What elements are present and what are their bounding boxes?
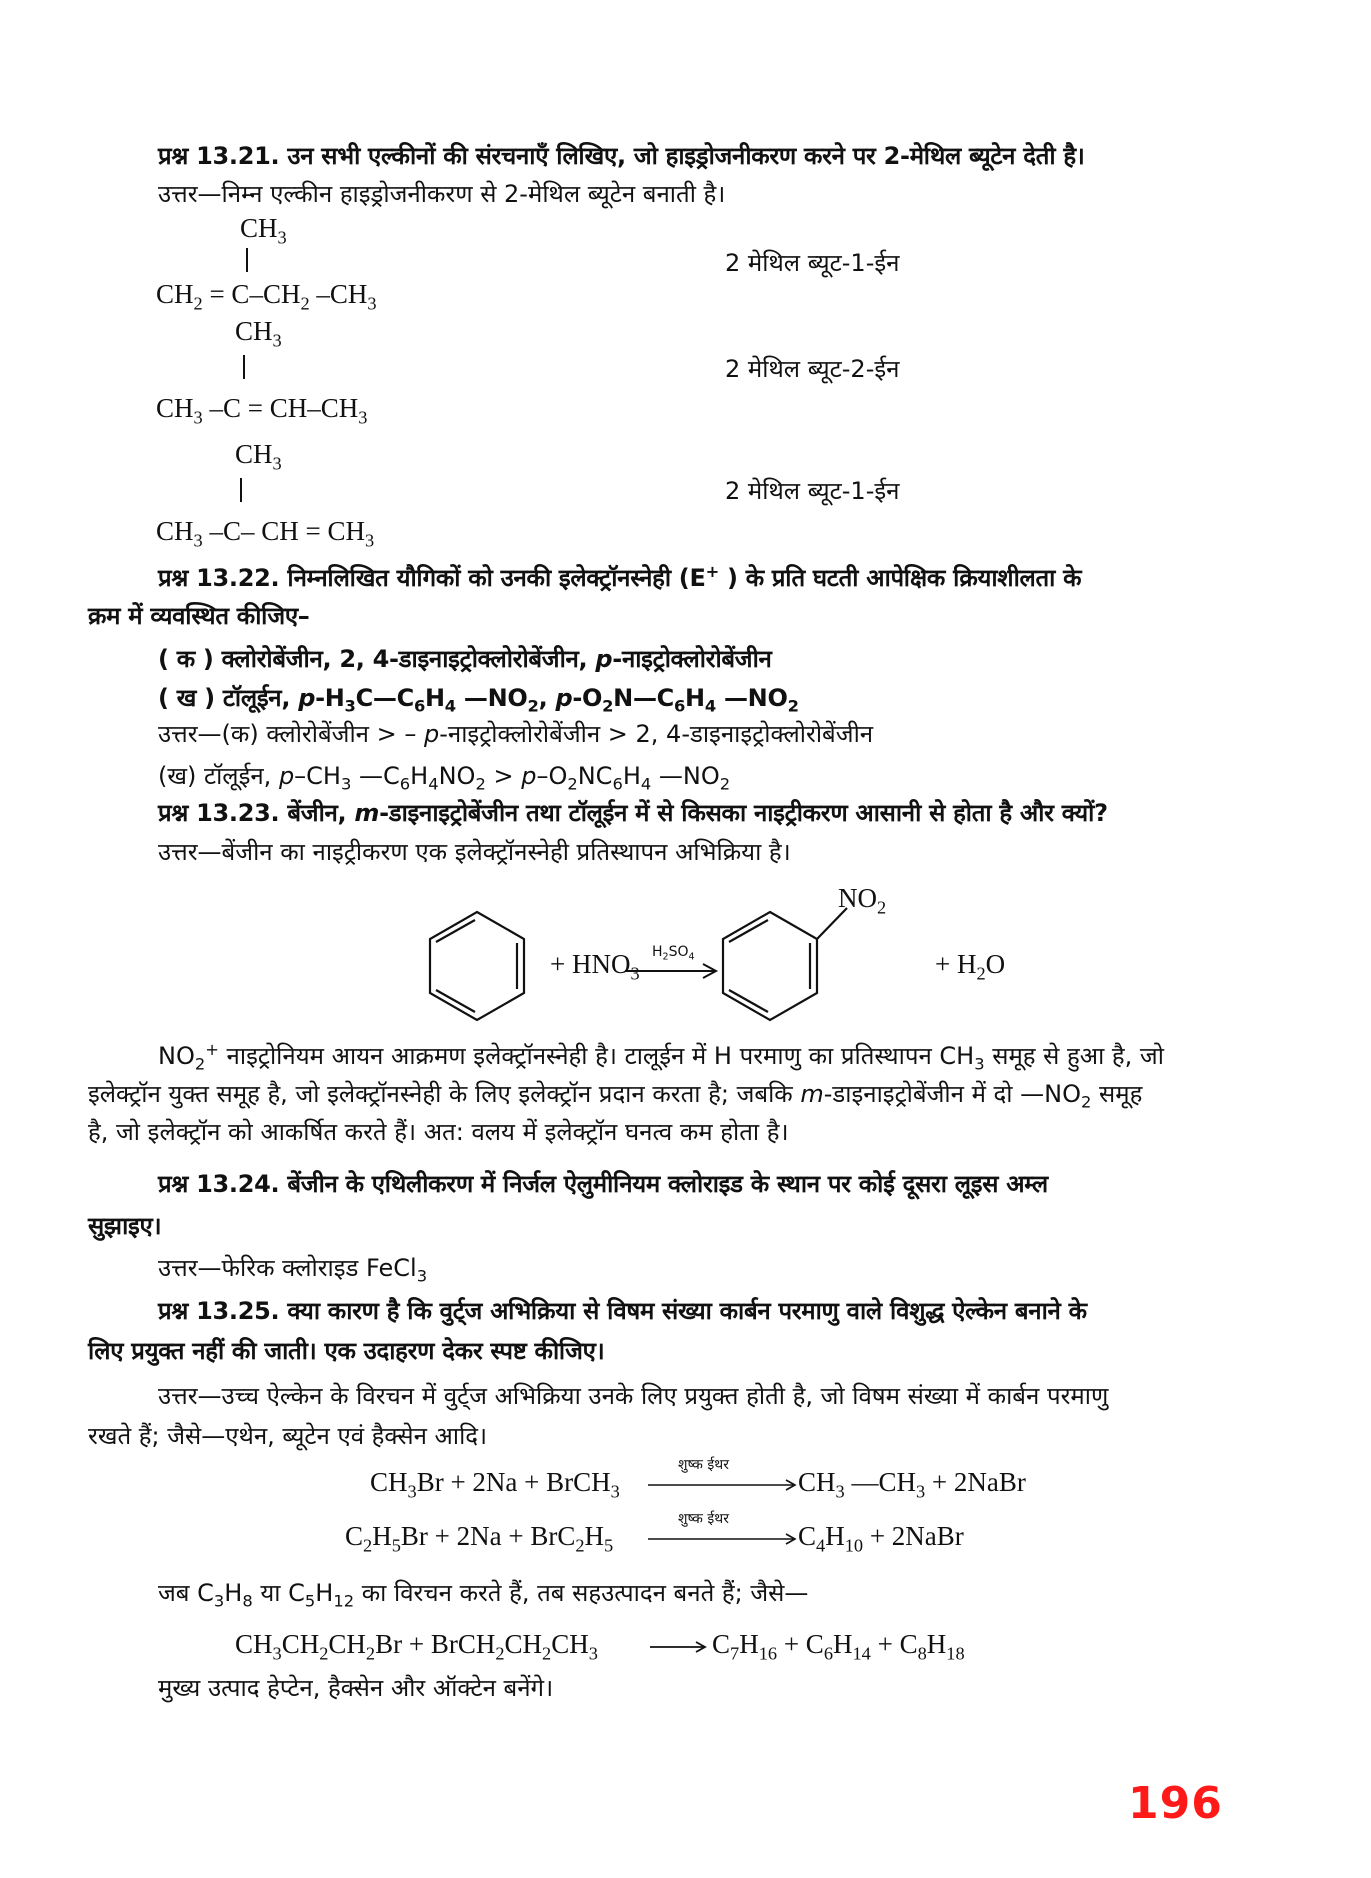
question-13-24-line-1: प्रश्न 13.24. बेंजीन के एथिलीकरण में निर्जल ऐलुमीनियम क्लोराइड के स्थान पर कोई दूसरा लूइस अम्ल <box>158 1170 1048 1198</box>
question-13-25-line-1: प्रश्न 13.25. क्या कारण है कि वुर्ट्ज अभिक्रिया से विषम संख्या कार्बन परमाणु वाले विशुद्ध ऐल्केन बनाने के <box>158 1297 1087 1325</box>
reaction-arrow-icon <box>650 1640 708 1654</box>
question-13-22-part-ka: ( क ) क्लोरोबेंजीन, 2, 4-डाइनाइट्रोक्लोरोबेंजीन, p-नाइट्रोक्लोरोबेंजीन <box>158 645 772 673</box>
structure-1-branch: $CH_3$ <box>240 213 287 248</box>
eq1-lhs: $CH_3Br + 2Na$ + BrCH$_3$ <box>370 1467 620 1502</box>
page-number: 196 <box>1128 1778 1223 1829</box>
structure-2-branch: $CH_3$ <box>235 316 282 351</box>
structure-1-name: 2 मेथिल ब्यूट-1-ईन <box>725 249 900 277</box>
nitration-reaction-diagram <box>420 880 1040 1030</box>
single-bond <box>240 478 242 502</box>
structure-3-name: 2 मेथिल ब्यूट-1-ईन <box>725 477 900 505</box>
single-bond <box>243 355 245 379</box>
structure-1-formula: $CH_2 = C-CH_2$ $-CH_3$ <box>156 279 377 314</box>
structure-2-formula: $CH_3$ $-C = CH-CH_3$ <box>156 393 368 428</box>
eq2-lhs: $C_2H_5Br + 2Na + BrC_2H_5$ <box>345 1521 614 1556</box>
answer-13-25-line-2: रखते हैं; जैसे—एथेन, ब्यूटेन एवं हैक्सेन आदि। <box>88 1422 488 1450</box>
question-13-21: प्रश्न 13.21. उन सभी एल्कीनों की संरचनाएँ लिखिए, जो हाइड्रोजनीकरण करने पर 2-मेथिल ब्यूटेन देती है। <box>158 142 1085 170</box>
single-bond <box>246 248 248 272</box>
reagent-hno3: + $HNO_3$ <box>550 949 640 984</box>
question-13-25-line-2: लिए प्रयुक्त नहीं की जाती। एक उदाहरण देकर स्पष्ट कीजिए। <box>88 1337 605 1365</box>
eq1-rhs: $CH_3$ $—CH_3$ + 2NaBr <box>798 1467 1026 1502</box>
answer-13-23: उत्तर—बेंजीन का नाइट्रीकरण एक इलेक्ट्रॉनस्नेही प्रतिस्थापन अभिक्रिया है। <box>158 838 791 866</box>
answer-13-21: उत्तर—निम्न एल्कीन हाइड्रोजनीकरण से 2-मेथिल ब्यूटेन बनाती है। <box>158 180 726 208</box>
answer-13-22-ka: उत्तर—(क) क्लोरोबेंजीन > – p-नाइट्रोक्लोरोबेंजीन > 2, 4-डाइनाइट्रोक्लोरोबेंजीन <box>158 720 874 748</box>
byproduct-water: + $H_2O$ <box>935 949 1006 984</box>
question-13-22-line-1: प्रश्न 13.22. निम्नलिखित यौगिकों को उनकी इलेक्ट्रॉनस्नेही (E+ ) के प्रति घटती आपेक्षिक क्रियाशीलता के <box>158 562 1082 592</box>
reaction-arrow-icon <box>648 1532 798 1546</box>
reaction-arrow-icon <box>648 1478 798 1492</box>
structure-2-name: 2 मेथिल ब्यूट-2-ईन <box>725 355 900 383</box>
eq2-rhs: $C_4H_{10}$ + 2NaBr <box>798 1521 964 1556</box>
question-13-23: प्रश्न 13.23. बेंजीन, m-डाइनाइट्रोबेंजीन तथा टॉलूईन में से किसका नाइट्रीकरण आसानी से होता है और क्यों? <box>158 799 1108 827</box>
byproduct-note: जब $C_3H_8$ या $C_5H_{12}$ का विरचन करते हैं, तब सहउत्पादन बनते हैं; जैसे— <box>158 1579 809 1611</box>
eq1-condition: शुष्क ईथर <box>678 1457 729 1473</box>
explanation-line-1: $NO_2^+$ नाइट्रोनियम आयन आक्रमण इलेक्ट्रॉनस्नेही है। टालूईन में H परमाणु का प्रतिस्थापन $CH_3$ समूह से हुआ है, जो <box>158 1040 1164 1074</box>
explanation-line-2: इलेक्ट्रॉन युक्त समूह है, जो इलेक्ट्रॉनस्नेही के लिए इलेक्ट्रॉन प्रदान करता है; जबकि m-डाइनाइट्रोबेंजीन में दो $—NO_2$ समूह <box>88 1080 1143 1112</box>
eq3-lhs: $CH_3CH_2CH_2Br$ + $BrCH_2CH_2CH_3$ <box>235 1629 598 1664</box>
question-13-24-line-2: सुझाइए। <box>88 1212 162 1240</box>
eq3-rhs: $C_7H_{16} + C_6H_{14} + C_8H_{18}$ <box>712 1629 965 1664</box>
structure-3-branch: $CH_3$ <box>235 439 282 474</box>
nitro-group: $NO_2$ <box>838 883 887 918</box>
conclusion: मुख्य उत्पाद हेप्टेन, हैक्सेन और ऑक्टेन बनेंगे। <box>158 1674 554 1702</box>
answer-13-22-kha: (ख) टॉलूईन, $p-CH_3$ $—C_6H_4NO_2 > p-O_2NC_6H_4$ $—NO_2$ <box>158 762 731 794</box>
catalyst-h2so4: $H_2SO_4$ <box>652 944 695 963</box>
question-13-22-part-kha: ( ख ) टॉलूईन, $p-H_3C—C_6H_4$ $—NO_2$, $p-O_2N—C_6H_4$ $—NO_2$ <box>158 684 799 716</box>
explanation-line-3: है, जो इलेक्ट्रॉन को आकर्षित करते हैं। अत: वलय में इलेक्ट्रॉन घनत्व कम होता है। <box>88 1118 789 1146</box>
structure-3-formula: $CH_3$ –C– CH = $CH_3$ <box>156 516 375 551</box>
answer-13-25-line-1: उत्तर—उच्च ऐल्केन के विरचन में वुर्ट्ज अभिक्रिया उनके लिए प्रयुक्त होती है, जो विषम संख्या में कार्बन परमाणु <box>158 1382 1109 1410</box>
question-13-22-line-2: क्रम में व्यवस्थित कीजिए– <box>88 602 310 630</box>
answer-13-24: उत्तर—फेरिक क्लोराइड FeCl$_3$ <box>158 1254 428 1286</box>
eq2-condition: शुष्क ईथर <box>678 1511 729 1527</box>
